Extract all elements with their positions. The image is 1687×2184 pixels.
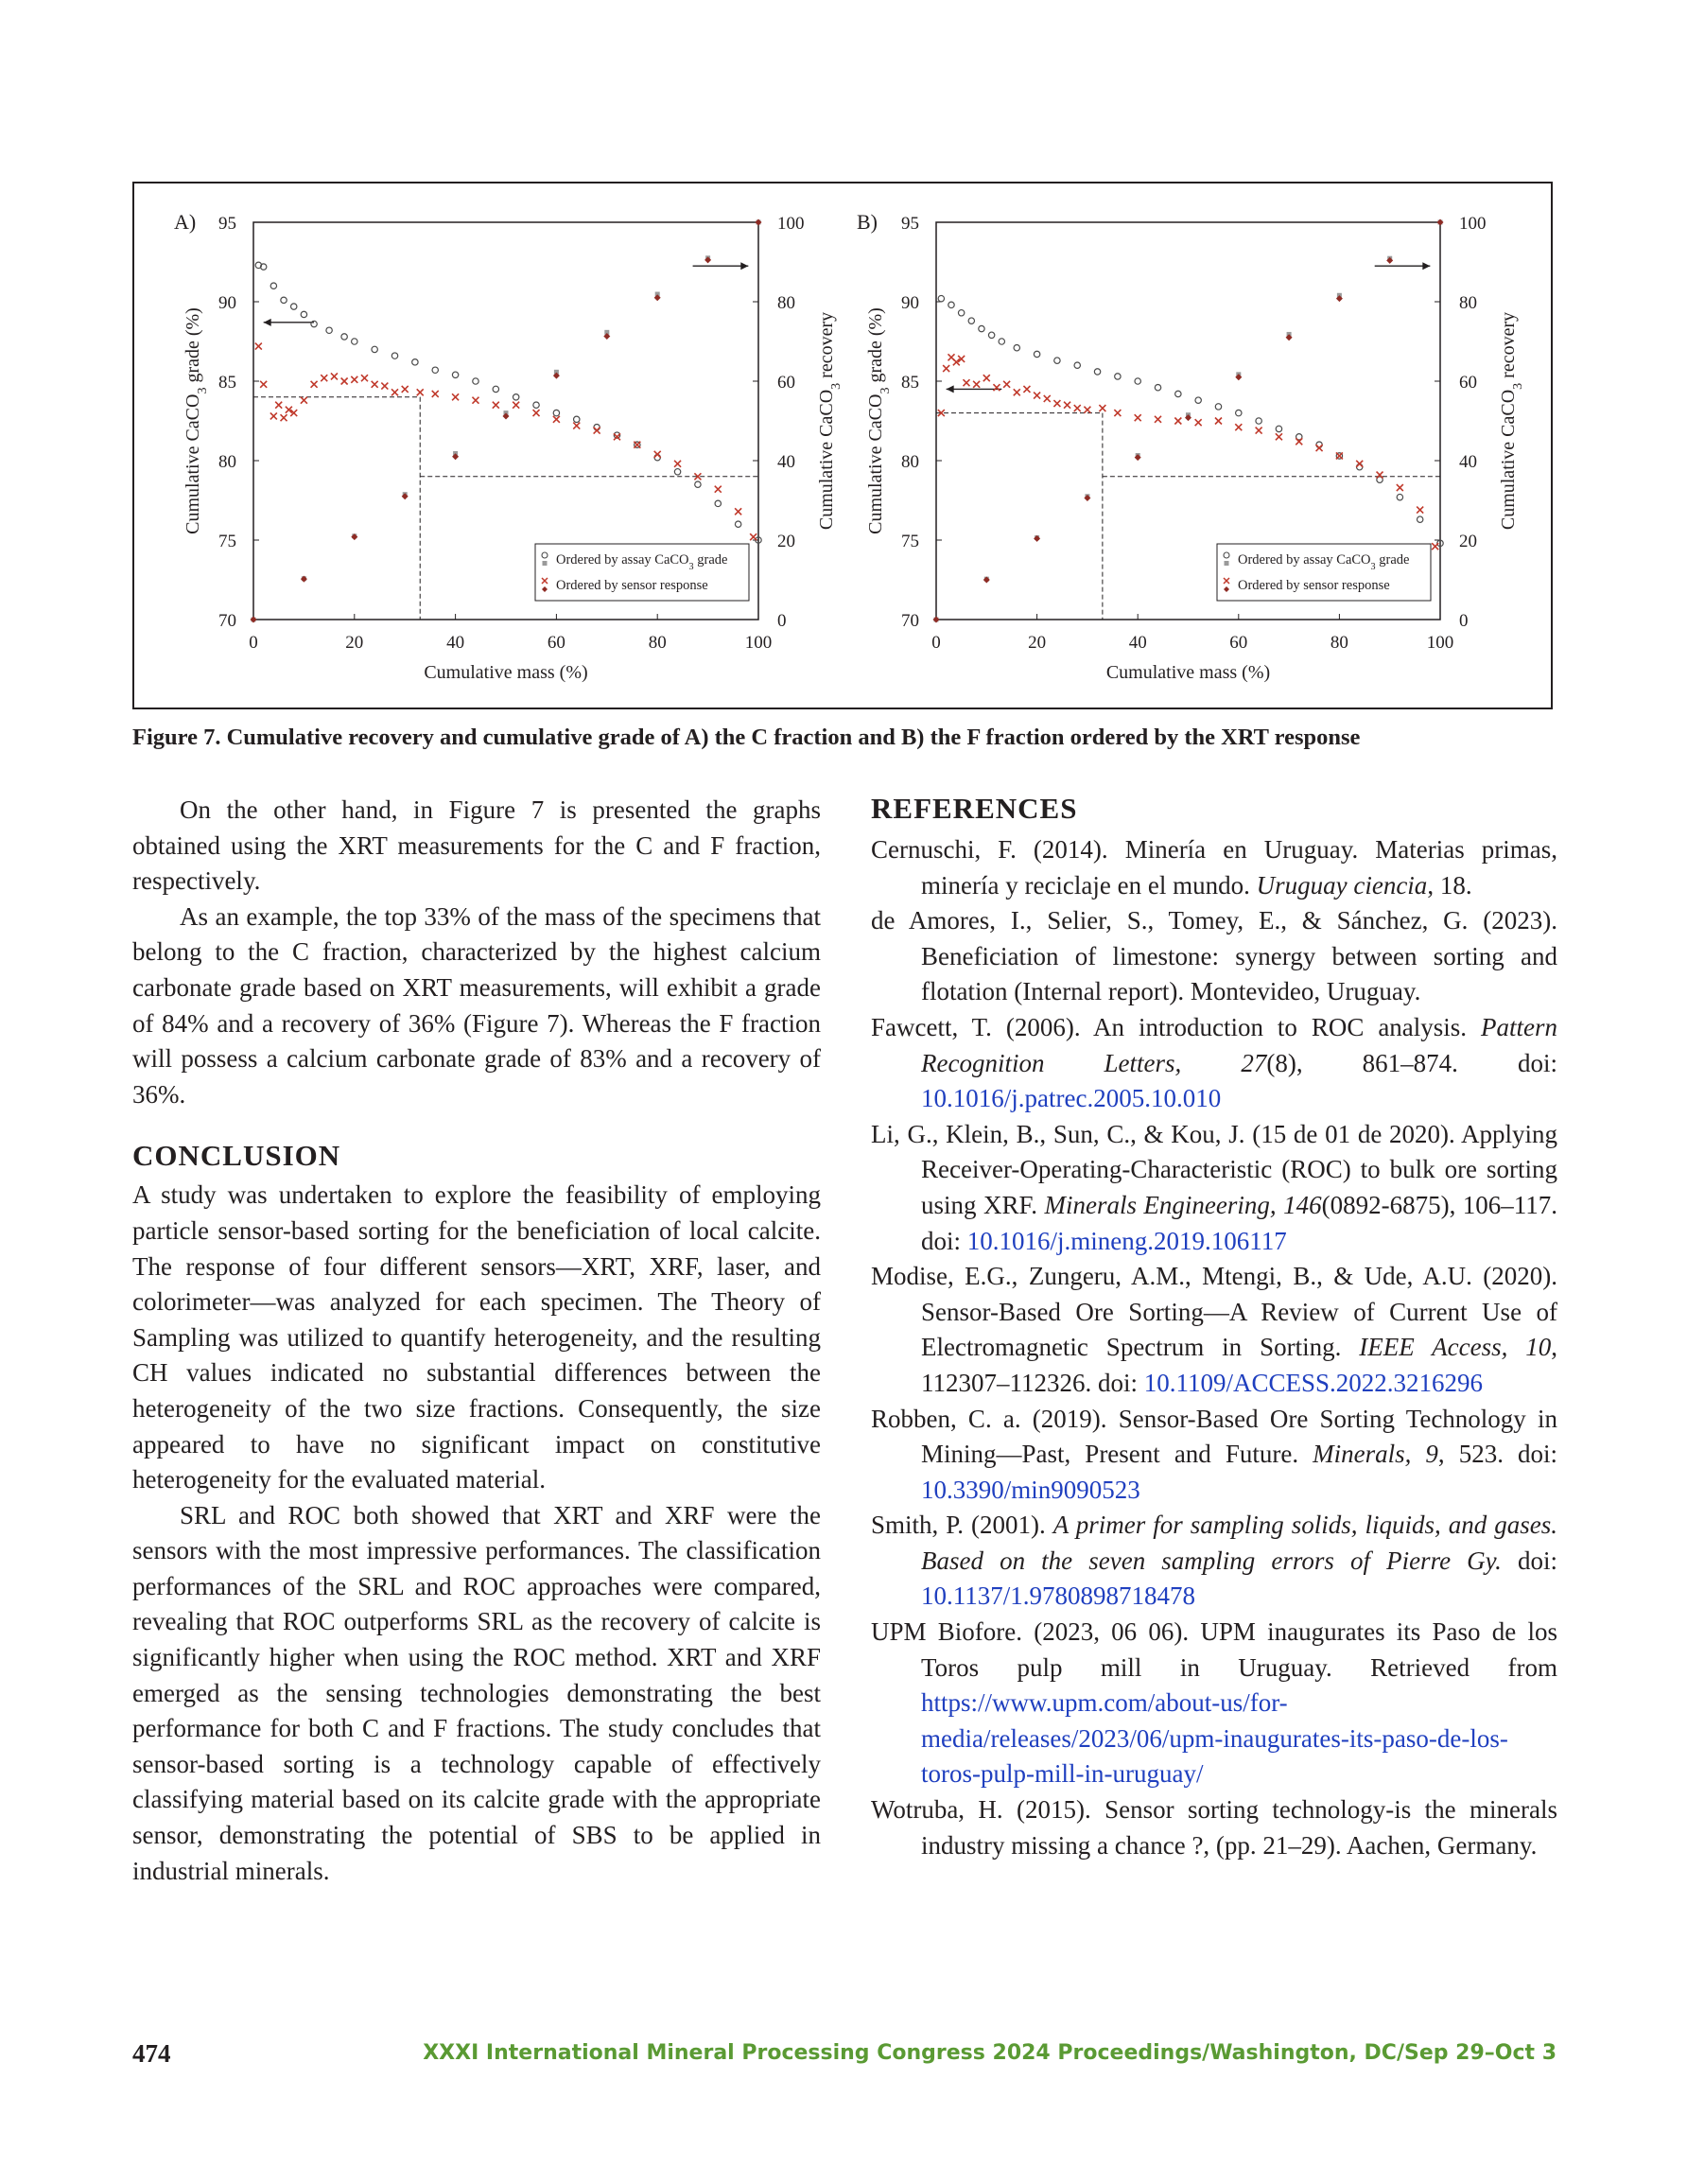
sensor-grade-point (432, 391, 439, 397)
y-axis-label-right: Cumulative CaCO$_3$ recovery (1498, 311, 1525, 531)
reference-text: doi: (1501, 1546, 1557, 1575)
assay-grade-point (553, 410, 559, 415)
reference-item (871, 1792, 1557, 1863)
sensor-grade-point (452, 393, 459, 400)
assay-grade-point (674, 469, 680, 475)
assay-grade-point (291, 304, 297, 309)
sensor-grade-point (1256, 428, 1262, 434)
assay-grade-point (988, 332, 994, 338)
assay-grade-point (695, 481, 701, 487)
reference-text: Cernuschi, F. (2014). Minería en Uruguay. Materias primas, minería y reciclaje en el mundo. (871, 835, 1557, 900)
assay-grade-point (1094, 369, 1100, 375)
assay-grade-point (715, 500, 721, 506)
reference-source: Minerals, 9 (1313, 1440, 1438, 1469)
reference-link[interactable]: 10.1109/ACCESS.2022.3216296 (1143, 1368, 1484, 1397)
reference-item (871, 1402, 1557, 1509)
reference-text: Fawcett, T. (2006). An introduction to ROC analysis. (871, 1012, 1481, 1041)
assay-grade-point (352, 339, 357, 344)
left-column (132, 793, 821, 1889)
assay-grade-point (735, 521, 740, 527)
legend-label-assay: Ordered by assay CaCO$_3$ grade (556, 552, 728, 572)
sensor-grade-point (341, 378, 348, 385)
sensor-grade-point (391, 389, 398, 395)
assay-grade-point (1215, 404, 1221, 410)
reference-item (871, 1259, 1557, 1401)
sensor-grade-point (513, 402, 519, 409)
y-tick-label: 70 (218, 611, 236, 631)
sensor-grade-point (1195, 419, 1202, 426)
assay-grade-point (311, 321, 317, 326)
y-tick-label: 85 (901, 373, 919, 393)
y2-tick-label: 60 (777, 373, 795, 393)
y-tick-label: 90 (901, 293, 919, 313)
legend-assay-recovery-marker (1225, 561, 1229, 566)
assay-grade-point (999, 339, 1004, 344)
left-axis-arrowhead (947, 385, 954, 393)
reference-source: Minerals Engineering, 146 (1044, 1190, 1322, 1219)
reference-text: Li, G., Klein, B., Sun, C., & Kou, J. (15 de 01 de 2020). Applying Receiver-Operating-Characteristic (ROC) to bulk ore sorting using XRF. (871, 1119, 1557, 1219)
assay-grade-point (391, 353, 397, 358)
reference-list (871, 832, 1557, 1863)
reference-text: Robben, C. a. (2019). Sensor-Based Ore Sorting Technology in Mining—Past, Present and Future. (871, 1404, 1557, 1469)
sensor-grade-point (1064, 402, 1070, 409)
sensor-grade-point (634, 442, 640, 448)
reference-source: Pattern Recognition Letters, 27 (921, 1012, 1557, 1077)
y-tick-label: 75 (901, 532, 919, 551)
assay-grade-point (958, 310, 964, 316)
panel-label: B) (857, 210, 878, 234)
assay-grade-point (513, 394, 518, 400)
reference-link[interactable]: 10.1137/1.9780898718478 (921, 1581, 1195, 1611)
sensor-grade-point (1417, 507, 1423, 514)
sensor-grade-point (1074, 405, 1081, 411)
sensor-grade-point (943, 365, 949, 372)
y2-tick-label: 100 (1459, 214, 1487, 234)
sensor-grade-point (715, 486, 722, 493)
y-tick-label: 95 (901, 214, 919, 234)
legend-assay-recovery-marker (543, 561, 548, 566)
sensor-grade-point (1432, 543, 1438, 550)
reference-item (871, 1615, 1557, 1792)
sensor-grade-point (270, 412, 277, 419)
x-tick-label: 60 (547, 633, 565, 653)
x-tick-label: 0 (931, 633, 941, 653)
references-heading: REFERENCES (871, 792, 1078, 825)
reference-text: (8), 861–874. doi: (1266, 1048, 1557, 1077)
assay-grade-point (938, 295, 944, 301)
sensor-grade-point (993, 384, 1000, 391)
sensor-grade-point (674, 461, 681, 467)
reference-text: , 18. (1427, 870, 1472, 900)
conclusion-paragraph: A study was undertaken to explore the feasibility of employing particle sensor-based sorting for the beneficiation of local calcite. The response of four different sensors—XRT, XRF, laser, and colorimeter—was analyzed for each specimen. The Theory of Sampling was utilized to quantify heterogeneity, and the resulting CH values indicated no substantial differences between the heterogeneity of the two size fractions. Consequently, the size appeared to have no significant impact on constitutive heterogeneity for the evaluated material. (132, 1180, 821, 1494)
x-tick-label: 20 (1028, 633, 1047, 653)
assay-grade-point (412, 359, 418, 365)
reference-item (871, 832, 1557, 903)
assay-grade-point (533, 402, 539, 408)
assay-grade-point (948, 302, 954, 307)
x-tick-label: 100 (744, 633, 773, 653)
sensor-grade-point (275, 402, 282, 409)
assay-grade-point (1236, 410, 1242, 415)
reference-link[interactable]: 10.1016/j.patrec.2005.10.010 (921, 1084, 1222, 1113)
left-axis-arrowhead (264, 319, 271, 326)
reference-text: Modise, E.G., Zungeru, A.M., Mtengi, B., & Ude, A.U. (2020). Sensor-Based Ore Sorting—A Review of Current Use of Electromagnetic Spectrum in Sorting. (871, 1262, 1557, 1362)
sensor-grade-point (573, 423, 580, 429)
y-tick-label: 80 (218, 452, 236, 472)
x-tick-label: 60 (1229, 633, 1248, 653)
sensor-grade-point (1034, 393, 1040, 399)
assay-grade-point (1014, 345, 1019, 351)
sensor-grade-point (472, 397, 478, 404)
y2-tick-label: 100 (777, 214, 805, 234)
assay-grade-point (473, 378, 478, 384)
page-number: 474 (132, 2039, 171, 2068)
assay-grade-point (452, 372, 458, 377)
assay-grade-point (301, 311, 306, 317)
sensor-grade-point (1053, 400, 1060, 407)
reference-item (871, 1508, 1557, 1615)
sensor-grade-point (1276, 433, 1282, 440)
assay-grade-point (1034, 351, 1039, 357)
assay-grade-point (1195, 397, 1201, 403)
footer-conference-text: XXXI International Mineral Processing Congress 2024 Proceedings/Washington, DC/Sep 29–Oct 3 (423, 2041, 1557, 2065)
sensor-grade-point (963, 379, 969, 386)
legend-label-sensor: Ordered by sensor response (1238, 578, 1390, 593)
sensor-grade-point (1155, 416, 1161, 423)
assay-grade-point (1115, 374, 1121, 379)
y-axis-label-left: Cumulative CaCO$_3$ grade (%) (865, 307, 893, 534)
assay-grade-point (432, 367, 438, 373)
assay-grade-point (1074, 362, 1080, 368)
y-axis-label-left: Cumulative CaCO$_3$ grade (%) (183, 307, 210, 534)
assay-grade-point (1276, 426, 1281, 431)
assay-grade-point (281, 297, 287, 303)
assay-grade-point (1054, 358, 1060, 363)
sensor-grade-point (1174, 418, 1181, 425)
reference-text: Wotruba, H. (2015). Sensor sorting technology-is the minerals industry missing a chance ?, (pp. 21–29). Aachen, Germany. (871, 1795, 1557, 1860)
sensor-grade-point (1397, 484, 1403, 491)
x-tick-label: 100 (1426, 633, 1454, 653)
sensor-grade-point (331, 373, 338, 379)
sensor-grade-point (594, 428, 600, 434)
x-tick-label: 40 (1128, 633, 1147, 653)
reference-text: UPM Biofore. (2023, 06 06). UPM inaugurates its Paso de los Toros pulp mill in Uruguay. Retrieved from (871, 1617, 1557, 1682)
sensor-grade-point (1114, 410, 1121, 416)
reference-text: de Amores, I., Selier, S., Tomey, E., & Sánchez, G. (2023). Beneficiation of limestone: synergy between sorting and flotation (Internal report). Montevideo, Uruguay. (871, 906, 1557, 1006)
x-axis-label: Cumulative mass (%) (424, 662, 588, 683)
sensor-grade-point (351, 376, 357, 383)
assay-grade-point (1397, 494, 1402, 499)
right-column (871, 793, 1557, 1863)
assay-grade-point (1256, 418, 1261, 424)
assay-grade-point (968, 318, 974, 323)
x-tick-label: 40 (446, 633, 465, 653)
sensor-grade-point (301, 397, 307, 404)
sensor-grade-point (1356, 461, 1363, 467)
sensor-grade-point (1003, 381, 1010, 388)
sensor-grade-point (381, 383, 388, 390)
assay-grade-point (270, 283, 276, 288)
sensor-grade-point (1014, 389, 1020, 395)
reference-text: (0892-6875), 106–117. doi: (921, 1190, 1557, 1255)
sensor-grade-point (1023, 386, 1030, 393)
assay-grade-point (326, 327, 332, 333)
sensor-grade-point (361, 375, 368, 381)
reference-text: , 523. doi: (1437, 1440, 1557, 1469)
x-tick-label: 0 (249, 633, 258, 653)
sensor-grade-point (735, 508, 741, 515)
body-paragraph: As an example, the top 33% of the mass of the specimens that belong to the C fraction, characterized by the highest calcium carbonate grade based on XRT measurements, will exhibit a grade of 84% and a recovery of 36% (Figure 7). Whereas the F fraction will possess a calcium carbonate grade of 83% and a recovery of 36%. (132, 901, 821, 1109)
y2-tick-label: 80 (1459, 293, 1477, 313)
sensor-grade-point (553, 416, 560, 423)
sensor-grade-point (372, 381, 378, 388)
sensor-grade-point (533, 410, 540, 416)
x-tick-label: 20 (345, 633, 364, 653)
conclusion-paragraph: SRL and ROC both showed that XRT and XRF were the sensors with the most impressive performances. The classification performances of the SRL and ROC approaches were compared, revealing that ROC outperforms SRL as the recovery of calcite is significantly higher when using the ROC method. XRT and XRF emerged as the sensing technologies demonstrating the best performance for both C and F fractions. The study concludes that sensor-based sorting is a technology capable of effectively classifying material based on its calcite grade with the appropriate sensor, demonstrating the potential of SBS to be applied in industrial minerals. (132, 1500, 821, 1885)
right-axis-arrowhead (1422, 262, 1430, 270)
sensor-grade-point (1044, 395, 1051, 402)
x-axis-label: Cumulative mass (%) (1105, 662, 1271, 683)
y2-tick-label: 0 (777, 611, 787, 631)
reference-item (871, 1117, 1557, 1259)
sensor-grade-point (750, 533, 757, 540)
reference-text: Smith, P. (2001). (871, 1511, 1053, 1540)
y2-tick-label: 60 (1459, 373, 1477, 393)
sensor-grade-point (983, 375, 990, 381)
sensor-grade-point (417, 389, 424, 395)
figure-caption: Figure 7. Cumulative recovery and cumulative grade of A) the C fraction and B) the F fraction ordered by the XRT response (132, 725, 1361, 750)
y-tick-label: 85 (218, 373, 236, 393)
reference-source: Uruguay ciencia (1256, 870, 1428, 900)
reference-item (871, 1010, 1557, 1117)
sensor-grade-point (321, 375, 327, 381)
reference-text: , 112307–112326. doi: (921, 1333, 1557, 1397)
sensor-grade-point (1296, 438, 1302, 445)
sensor-grade-point (1336, 452, 1343, 459)
reference-source: IEEE Access, 10 (1359, 1333, 1552, 1362)
assay-grade-point (372, 346, 377, 352)
reference-link[interactable]: 10.3390/min9090523 (921, 1475, 1140, 1504)
sensor-grade-point (1215, 418, 1222, 425)
sensor-grade-point (255, 343, 262, 350)
assay-grade-point (1135, 378, 1140, 384)
assay-grade-point (1155, 385, 1160, 391)
x-tick-label: 80 (1330, 633, 1348, 653)
assay-grade-point (1175, 391, 1181, 396)
conclusion-heading: CONCLUSION (132, 1139, 341, 1173)
reference-link[interactable]: 10.1016/j.mineng.2019.106117 (966, 1226, 1287, 1255)
assay-grade-point (1417, 516, 1422, 522)
reference-item (871, 903, 1557, 1010)
panel-label: A) (174, 210, 197, 234)
y2-tick-label: 40 (1459, 452, 1477, 472)
y-tick-label: 95 (218, 214, 236, 234)
sensor-grade-point (493, 402, 499, 409)
y2-tick-label: 40 (777, 452, 795, 472)
sensor-grade-point (402, 386, 409, 393)
right-axis-arrowhead (740, 262, 748, 270)
sensor-grade-point (1135, 414, 1141, 421)
sensor-grade-point (1377, 472, 1383, 479)
y-tick-label: 90 (218, 293, 236, 313)
y-tick-label: 75 (218, 532, 236, 551)
sensor-grade-point (260, 381, 267, 388)
x-tick-label: 80 (648, 633, 667, 653)
sensor-grade-point (1316, 445, 1323, 451)
reference-source: A primer for sampling solids, liquids, and gases. Based on the seven sampling errors of Pierre Gy. (921, 1511, 1557, 1575)
y2-tick-label: 0 (1459, 611, 1469, 631)
assay-grade-point (341, 334, 347, 340)
assay-grade-point (574, 416, 580, 422)
sensor-grade-point (281, 414, 287, 421)
sensor-grade-point (1235, 424, 1242, 430)
body-paragraph: On the other hand, in Figure 7 is presented the graphs obtained using the XRT measurements for the C and F fraction, respectively. (132, 795, 821, 896)
y-tick-label: 70 (901, 611, 919, 631)
assay-grade-point (493, 386, 498, 392)
y-axis-label-right: Cumulative CaCO$_3$ recovery (816, 311, 844, 531)
legend-label-assay: Ordered by assay CaCO$_3$ grade (1238, 552, 1410, 572)
legend-label-sensor: Ordered by sensor response (556, 578, 708, 593)
sensor-grade-point (1099, 405, 1105, 411)
sensor-grade-point (1084, 407, 1090, 413)
y2-tick-label: 20 (1459, 532, 1477, 551)
reference-link[interactable]: https://www.upm.com/about-us/for-media/releases/2023/06/upm-inaugurates-its-paso-de-los-toros-pulp-mill-in-uruguay/ (921, 1688, 1508, 1789)
sensor-grade-point (973, 381, 980, 388)
y-tick-label: 80 (901, 452, 919, 472)
sensor-grade-point (311, 381, 318, 388)
y2-tick-label: 20 (777, 532, 795, 551)
sensor-grade-point (654, 451, 661, 458)
assay-grade-point (979, 325, 984, 331)
y2-tick-label: 80 (777, 293, 795, 313)
figure-7-chart (132, 182, 1553, 709)
